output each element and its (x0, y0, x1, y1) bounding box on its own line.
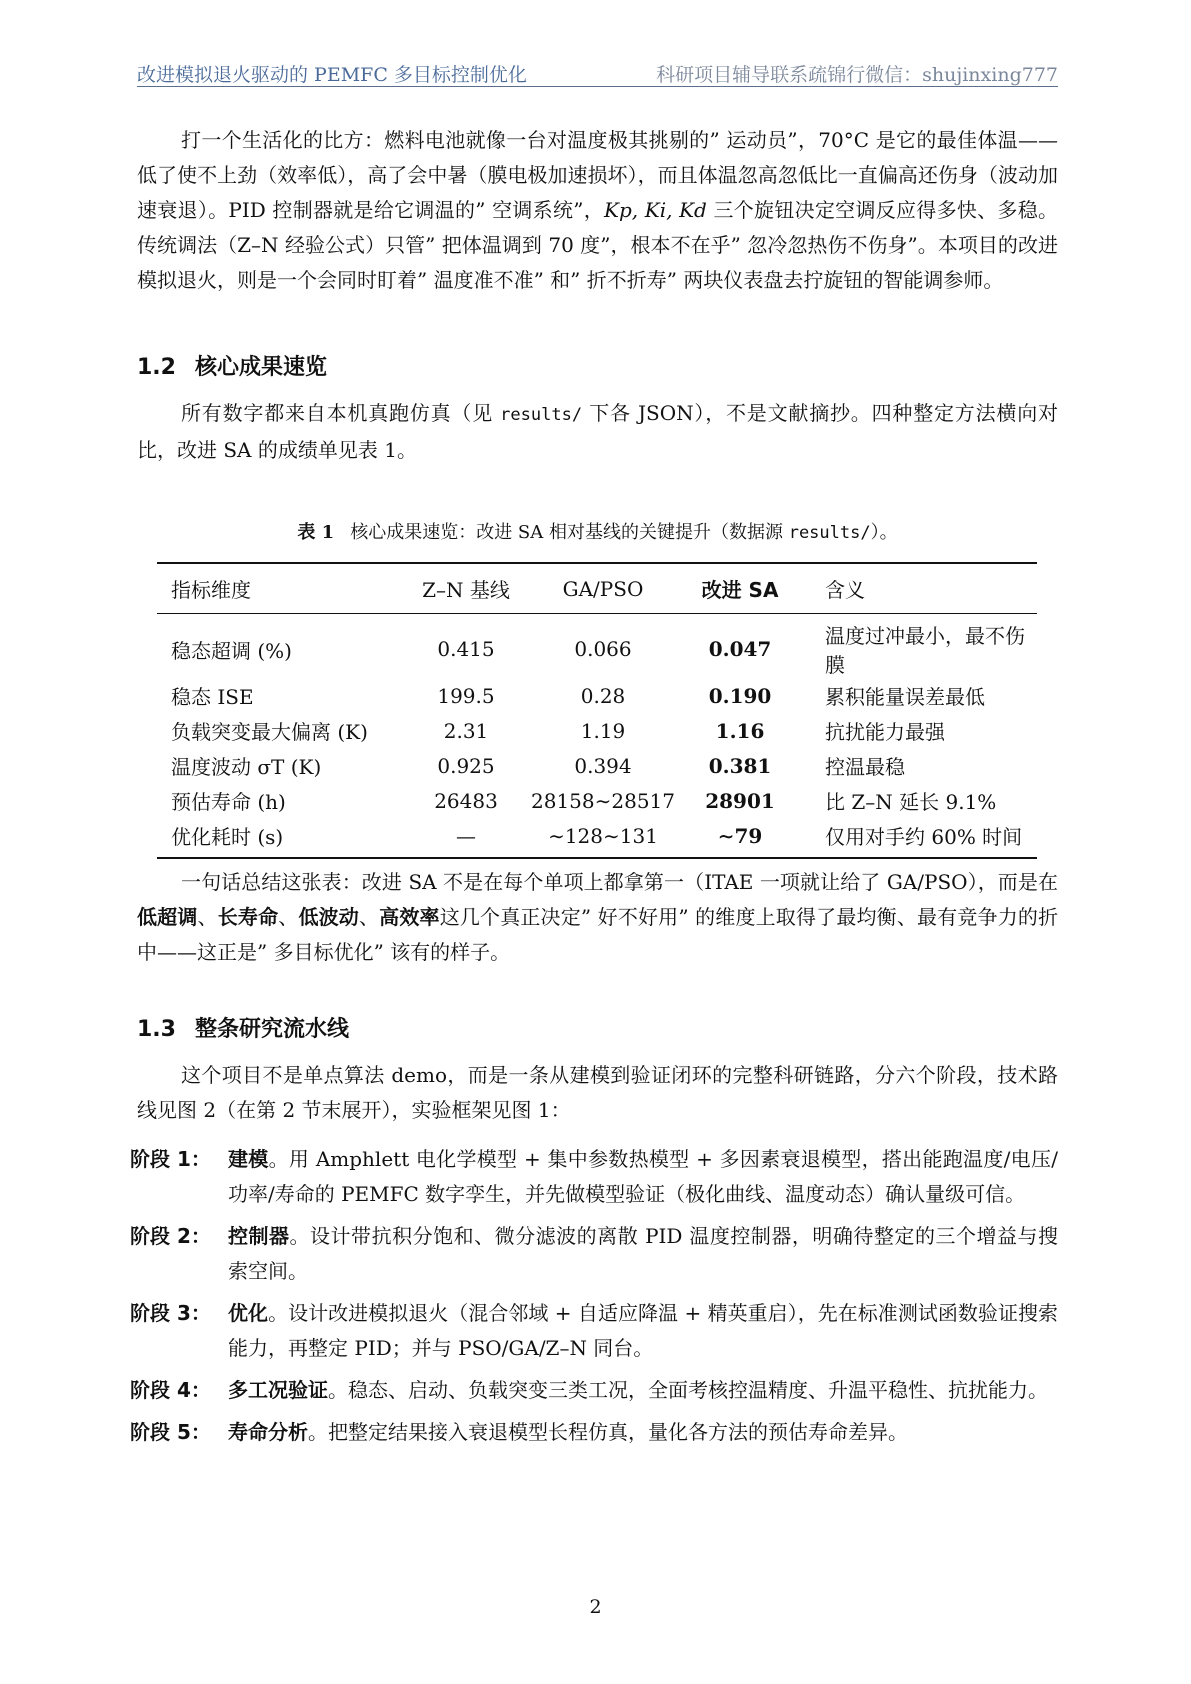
pid-gains-math: Kp, Ki, Kd (604, 198, 707, 222)
section-heading-1-2: 1.2 核心成果速览 (137, 355, 328, 380)
stage-label: 阶段 2： (130, 1224, 211, 1248)
stage-item: 阶段 1： 建模。用 Amphlett 电化学模型 + 集中参数热模型 + 多因素衰退模型，搭出能跑温度/电压/功率/寿命的 PEMFC 数字孪生，并先做模型验证（极化曲线、温度动态）确认量级可信。 (130, 1142, 1058, 1212)
intro-paragraph: 打一个生活化的比方：燃料电池就像一台对温度极其挑剔的” 运动员”，70°C 是它的最佳体温——低了使不上劲（效率低），高了会中暑（膜电极加速损坏），而且体温忽高忽低比一直偏高还伤身（波动加速衰退）。PID 控制器就是给它调温的” 空调系统”，Kp, Ki, Kd 三个旋钮决定空调反应得多快、多稳。传统调法（Z–N 经验公式）只管” 把体温调到 70 度”，根本不在乎” 忽冷忽热伤不伤身”。本项目的改进模拟退火，则是一个会同时盯着” 温度准不准” 和” 折不折寿” 两块仪表盘去拧旋钮的智能调参师。 (137, 128, 1058, 292)
stage-title: 多工况验证 (228, 1378, 328, 1402)
table-row: 温度波动 σT (K) 0.925 0.394 0.381 控温最稳 (171, 753, 906, 779)
stage-label: 阶段 4： (130, 1378, 211, 1402)
stage-item: 阶段 5： 寿命分析。把整定结果接入衰退模型长程仿真，量化各方法的预估寿命差异。 (130, 1415, 1058, 1450)
table-row: 优化耗时 (s) — ∼128∼131 ∼79 仅用对手约 60% 时间 (157, 818, 1037, 858)
table-row: 负载突变最大偏离 (K) 2.31 1.19 1.16 抗扰能力最强 (171, 718, 946, 744)
col-header-metric: 指标维度 (157, 563, 401, 614)
header-title: 改进模拟退火驱动的 PEMFC 多目标控制优化 (137, 64, 527, 86)
stage-list (130, 1142, 1058, 1457)
table-row: 稳态超调 (%) 0.415 0.066 0.047 温度过冲最小，最不伤膜 (171, 624, 1026, 677)
stage-label: 阶段 1： (130, 1147, 211, 1171)
stage-label: 阶段 3： (130, 1301, 211, 1325)
header-contact: 科研项目辅导联系疏锦行微信：shujinxing777 (656, 64, 1058, 86)
stage-item: 阶段 2： 控制器。设计带抗积分饱和、微分滤波的离散 PID 温度控制器，明确待整定的三个增益与搜索空间。 (130, 1219, 1058, 1289)
col-header-improved-sa: 改进 SA (675, 563, 805, 614)
col-header-ga-pso: GA/PSO (531, 563, 675, 614)
stage-title: 控制器 (228, 1224, 290, 1248)
stage-label: 阶段 5： (130, 1420, 211, 1444)
table-row: 稳态 ISE 199.5 0.28 0.190 累积能量误差最低 (171, 683, 986, 709)
section-heading-1-3: 1.3 整条研究流水线 (137, 1017, 350, 1042)
pipeline-intro-paragraph: 这个项目不是单点算法 demo，而是一条从建模到验证闭环的完整科研链路，分六个阶段，技术路线见图 2（在第 2 节末展开），实验框架见图 1： (137, 1063, 1058, 1122)
stage-title: 建模 (228, 1147, 269, 1171)
table-summary-section (137, 865, 1058, 970)
running-header (137, 56, 1058, 87)
results-table (157, 562, 1037, 859)
stage-title: 优化 (228, 1301, 269, 1325)
table-caption: 表 1 核心成果速览：改进 SA 相对基线的关键提升（数据源 results/）。 (297, 522, 898, 543)
stage-title: 寿命分析 (228, 1420, 308, 1444)
table-summary-paragraph: 一句话总结这张表：改进 SA 不是在每个单项上都拿第一（ITAE 一项就让给了 GA/PSO），而是在低超调、长寿命、低波动、高效率这几个真正决定” 好不好用” 的维度上取得了最均衡、最有竞争力的折中——这正是” 多目标优化” 该有的样子。 (137, 870, 1059, 964)
section-1-2-body (137, 396, 1058, 468)
results-source-paragraph: 所有数字都来自本机真跑仿真（见 results/ 下各 JSON），不是文献摘抄。四种整定方法横向对比，改进 SA 的成绩单见表 1。 (137, 401, 1058, 462)
intro-section (137, 123, 1058, 298)
stage-item: 阶段 3： 优化。设计改进模拟退火（混合邻域 + 自适应降温 + 精英重启），先在标准测试函数验证搜索能力，再整定 PID；并与 PSO/GA/Z–N 同台。 (130, 1296, 1058, 1366)
col-header-zn: Z–N 基线 (401, 563, 531, 614)
stage-item: 阶段 4： 多工况验证。稳态、启动、负载突变三类工况，全面考核控温精度、升温平稳性、抗扰能力。 (130, 1373, 1058, 1408)
col-header-meaning: 含义 (805, 563, 1037, 614)
results-dir-code: results/ (500, 405, 583, 425)
table-header-row (157, 563, 1037, 614)
section-1-3-body (137, 1058, 1058, 1128)
page-number: 2 (589, 1596, 602, 1618)
table-row: 预估寿命 (h) 26483 28158∼28517 28901 比 Z–N 延长 9.1% (171, 788, 997, 814)
